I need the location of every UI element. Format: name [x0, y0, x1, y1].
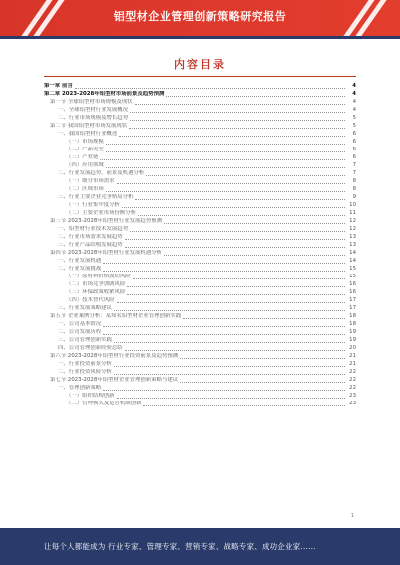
toc-entry[interactable]	[44, 186, 356, 194]
toc-leader-dots	[166, 95, 345, 97]
toc-entry-title: 一、行业发展机遇	[58, 257, 102, 264]
footer-slogan: 让每个人都能成为 行业专家、管理专家、营销专家、战略专家、成功企业家……	[44, 542, 316, 551]
toc-entry[interactable]	[44, 274, 356, 282]
toc-entry-title: 一、铝型材行业技术发展趋势	[58, 225, 129, 232]
toc-entry-page: 16	[349, 281, 356, 288]
toc-leader-dots	[133, 277, 345, 279]
toc-heading: 内容目录	[174, 58, 226, 71]
toc-entry-page: 6	[352, 154, 356, 161]
toc-entry[interactable]	[44, 147, 356, 155]
toc-leader-dots	[103, 270, 345, 272]
toc-entry[interactable]	[44, 337, 356, 345]
toc-entry-title: 三、行业发展策略建议	[58, 305, 112, 312]
toc-leader-dots	[143, 404, 345, 406]
toc-entry-title: 二、行业投资风险分析	[58, 368, 112, 375]
toc-entry-page: 18	[349, 313, 356, 320]
toc-entry-title: 二、行业市场需求发展趋势	[58, 233, 123, 240]
toc-entry-title: （一）市场规模	[66, 138, 104, 145]
toc-entry-title: 一、管理创新策略	[58, 384, 102, 391]
toc-leader-dots	[117, 397, 345, 399]
toc-entry[interactable]	[44, 361, 356, 369]
toc-entry[interactable]	[44, 321, 356, 329]
toc-entry-title: （二）市场竞争加剧风险	[66, 281, 126, 288]
toc-entry-title: 第二章 2023-2028年铝型材市场前景及趋势预测	[44, 90, 165, 97]
toc-leader-dots	[75, 87, 345, 89]
toc-entry-page: 6	[352, 130, 356, 137]
toc-entry-title: （二）产品类型	[66, 146, 104, 153]
toc-entry[interactable]	[44, 115, 356, 123]
toc-entry-title: 第三节 2023-2028年铝型材行业发展趋势预测	[50, 217, 162, 224]
toc-leader-dots	[125, 246, 345, 248]
toc-leader-dots	[117, 301, 345, 303]
toc-entry-title: （三）产业链	[66, 154, 99, 161]
toc-entry-title: 一、我国铝型材行业概述	[58, 130, 118, 137]
toc-entry-title: 二、行业发展挑战	[58, 265, 102, 272]
toc-entry[interactable]	[44, 385, 356, 393]
toc-entry-page: 4	[352, 98, 356, 105]
toc-entry-page: 20	[349, 344, 356, 351]
toc-entry-page: 13	[349, 241, 356, 248]
toc-entry-page: 18	[349, 321, 356, 328]
toc-heading-rule	[44, 76, 356, 77]
toc-entry-page: 12	[349, 225, 356, 232]
toc-entry-title: （一）行业集中度分析	[66, 202, 120, 209]
toc-entry-title: 一、全球铝型材行业发展概况	[58, 106, 129, 113]
toc-entry-page: 21	[349, 352, 356, 359]
toc-leader-dots	[127, 285, 345, 287]
toc-entry-page: 11	[349, 210, 356, 216]
toc-entry-title: 第五节 企业案例分析：某知名铝型材企业管理创新实践	[50, 313, 182, 320]
toc-entry[interactable]	[44, 178, 356, 186]
toc-leader-dots	[127, 293, 345, 295]
toc-entry[interactable]	[44, 139, 356, 147]
toc-entry[interactable]	[44, 99, 356, 107]
toc-leader-dots	[103, 333, 345, 335]
toc-leader-dots	[122, 206, 345, 208]
toc-entry-page: 17	[349, 305, 356, 312]
toc-entry-page: 8	[352, 186, 356, 193]
toc-entry-page: 22	[349, 376, 356, 383]
toc-entry-page: 7	[352, 170, 356, 177]
toc-entry-page: 5	[352, 122, 356, 129]
toc-leader-dots	[106, 150, 345, 152]
page-number: 1	[350, 513, 354, 519]
toc-leader-dots	[130, 111, 345, 113]
toc-leader-dots	[114, 341, 345, 343]
toc-leader-dots	[180, 381, 345, 383]
toc-entry-title: 三、行业产品结构发展趋势	[58, 241, 123, 248]
toc-entry[interactable]	[44, 202, 356, 210]
toc-entry[interactable]	[44, 313, 356, 321]
toc-entry[interactable]	[44, 154, 356, 162]
toc-leader-dots	[114, 373, 345, 375]
toc-entry-title: 第一章 前言	[44, 83, 73, 89]
toc-entry[interactable]	[44, 369, 356, 377]
toc-leader-dots	[130, 230, 345, 232]
toc-entry-page: 14	[349, 249, 356, 256]
toc-leader-dots	[114, 309, 345, 311]
toc-entry[interactable]	[44, 266, 356, 274]
toc-entry-title: （四）应用领域	[66, 162, 104, 169]
toc-entry-title: 第四节 2023-2028年铝型材行业发展机遇分析	[50, 249, 162, 256]
toc-entry-page: 19	[349, 337, 356, 343]
toc-entry[interactable]	[44, 258, 356, 266]
toc-entry[interactable]	[44, 305, 356, 313]
toc-leader-dots	[119, 135, 345, 137]
toc-entry-title: （一）细分市场需求	[66, 178, 115, 185]
toc-entry-page: 19	[349, 329, 356, 336]
toc-entry-page: 6	[352, 138, 356, 145]
toc-leader-dots	[138, 214, 345, 216]
toc-entry-page: 5	[352, 114, 356, 121]
toc-leader-dots	[164, 222, 345, 224]
toc-entry-page: 7	[352, 162, 356, 169]
toc-entry-title: （三）环保政策收紧风险	[66, 289, 126, 296]
toc-leader-dots	[146, 174, 345, 176]
toc-leader-dots	[130, 119, 345, 121]
toc-entry-title: 二、行业发展趋势、前景及机遇分析	[58, 170, 145, 177]
toc-entry-title: （一）组织结构创新	[66, 392, 115, 399]
toc-entry-title: （二）区域市场	[66, 186, 104, 193]
toc-entry-page: 13	[349, 233, 356, 240]
toc-entry-page: 6	[352, 146, 356, 153]
toc-entry[interactable]	[44, 123, 356, 131]
toc-entry-page: 22	[349, 368, 356, 375]
toc-entry[interactable]	[44, 281, 356, 289]
toc-entry[interactable]	[44, 170, 356, 178]
toc-leader-dots	[103, 262, 345, 264]
toc-leader-dots	[114, 365, 345, 367]
toc-entry-page: 21	[349, 360, 356, 367]
toc-entry-page: 8	[352, 178, 356, 185]
toc-entry-page: 9	[352, 194, 356, 201]
toc-entry-title: 一、公司基本情况	[58, 321, 102, 328]
toc-entry[interactable]	[44, 393, 356, 401]
table-of-contents	[44, 83, 356, 408]
toc-leader-dots	[135, 198, 345, 200]
toc-entry-page: 4	[352, 106, 356, 113]
toc-leader-dots	[106, 166, 345, 168]
header-rule	[0, 36, 400, 39]
toc-leader-dots	[129, 127, 345, 129]
toc-entry-title: （四）技术替代风险	[66, 297, 115, 304]
toc-entry-title: 一、行业投资前景分析	[58, 360, 112, 367]
toc-entry-page: 23	[349, 392, 356, 399]
toc-entry[interactable]	[44, 218, 356, 226]
toc-entry-title: 第七节 2023-2028年铝型材企业管理创新策略与建议	[50, 376, 179, 383]
toc-leader-dots	[103, 389, 345, 391]
toc-entry[interactable]	[44, 194, 356, 202]
toc-entry-title: 二、行业市场规模及增长趋势	[58, 114, 129, 121]
toc-entry-title: 三、公司管理创新实践	[58, 337, 112, 343]
toc-entry-title: 四、公司管理创新经验总结	[58, 344, 123, 351]
toc-entry-title: （二）管理模式及运营机制创新	[66, 400, 142, 407]
toc-entry[interactable]	[44, 297, 356, 305]
toc-leader-dots	[125, 238, 345, 240]
toc-entry-page: 12	[349, 217, 356, 224]
toc-entry[interactable]	[44, 107, 356, 115]
toc-entry[interactable]	[44, 353, 356, 361]
toc-entry-title: 第二节 我国铝型材市场发展现状	[50, 122, 128, 129]
toc-entry-page: 4	[352, 83, 356, 89]
header-banner	[0, 0, 400, 36]
toc-entry[interactable]	[44, 226, 356, 234]
toc-entry-page: 4	[352, 90, 356, 97]
toc-entry-page: 23	[349, 400, 356, 407]
toc-entry[interactable]	[44, 234, 356, 242]
toc-entry-page: 16	[349, 289, 356, 296]
toc-entry[interactable]	[44, 131, 356, 139]
toc-entry-page: 15	[349, 273, 356, 280]
toc-entry[interactable]	[44, 250, 356, 258]
toc-entry[interactable]	[44, 242, 356, 250]
toc-leader-dots	[135, 103, 345, 105]
toc-leader-dots	[103, 325, 345, 327]
toc-leader-dots	[125, 349, 345, 351]
toc-entry-title: 三、行业主要企业竞争格局分析	[58, 194, 134, 201]
toc-entry-page: 10	[349, 202, 356, 209]
toc-entry-page: 22	[349, 384, 356, 391]
toc-entry[interactable]	[44, 210, 356, 218]
toc-leader-dots	[183, 317, 345, 319]
toc-entry-page: 14	[349, 257, 356, 264]
toc-leader-dots	[180, 357, 345, 359]
toc-entry[interactable]	[44, 83, 356, 91]
toc-leader-dots	[164, 254, 345, 256]
report-title: 铝型材企业管理创新策略研究报告	[113, 10, 287, 23]
toc-entry-title: 第一节 全球铝型材市场规模及现状	[50, 98, 133, 105]
toc-entry[interactable]	[44, 329, 356, 337]
toc-leader-dots	[106, 143, 345, 145]
toc-entry-page: 17	[349, 297, 356, 304]
toc-leader-dots	[100, 158, 345, 160]
toc-entry[interactable]	[44, 401, 356, 409]
toc-entry-page: 15	[349, 265, 356, 272]
toc-entry[interactable]	[44, 91, 356, 99]
toc-entry-title: （一）原材料价格波动风险	[66, 273, 131, 280]
toc-leader-dots	[106, 190, 345, 192]
toc-entry[interactable]	[44, 289, 356, 297]
toc-entry-title: （二）主要企业市场份额分析	[66, 210, 137, 216]
toc-leader-dots	[117, 182, 345, 184]
toc-entry[interactable]	[44, 162, 356, 170]
toc-entry-title: 第六节 2023-2028年铝型材行业投资前景及趋势预测	[50, 352, 179, 359]
toc-entry[interactable]	[44, 377, 356, 385]
toc-entry-title: 二、公司发展历程	[58, 329, 102, 336]
toc-entry[interactable]	[44, 345, 356, 353]
